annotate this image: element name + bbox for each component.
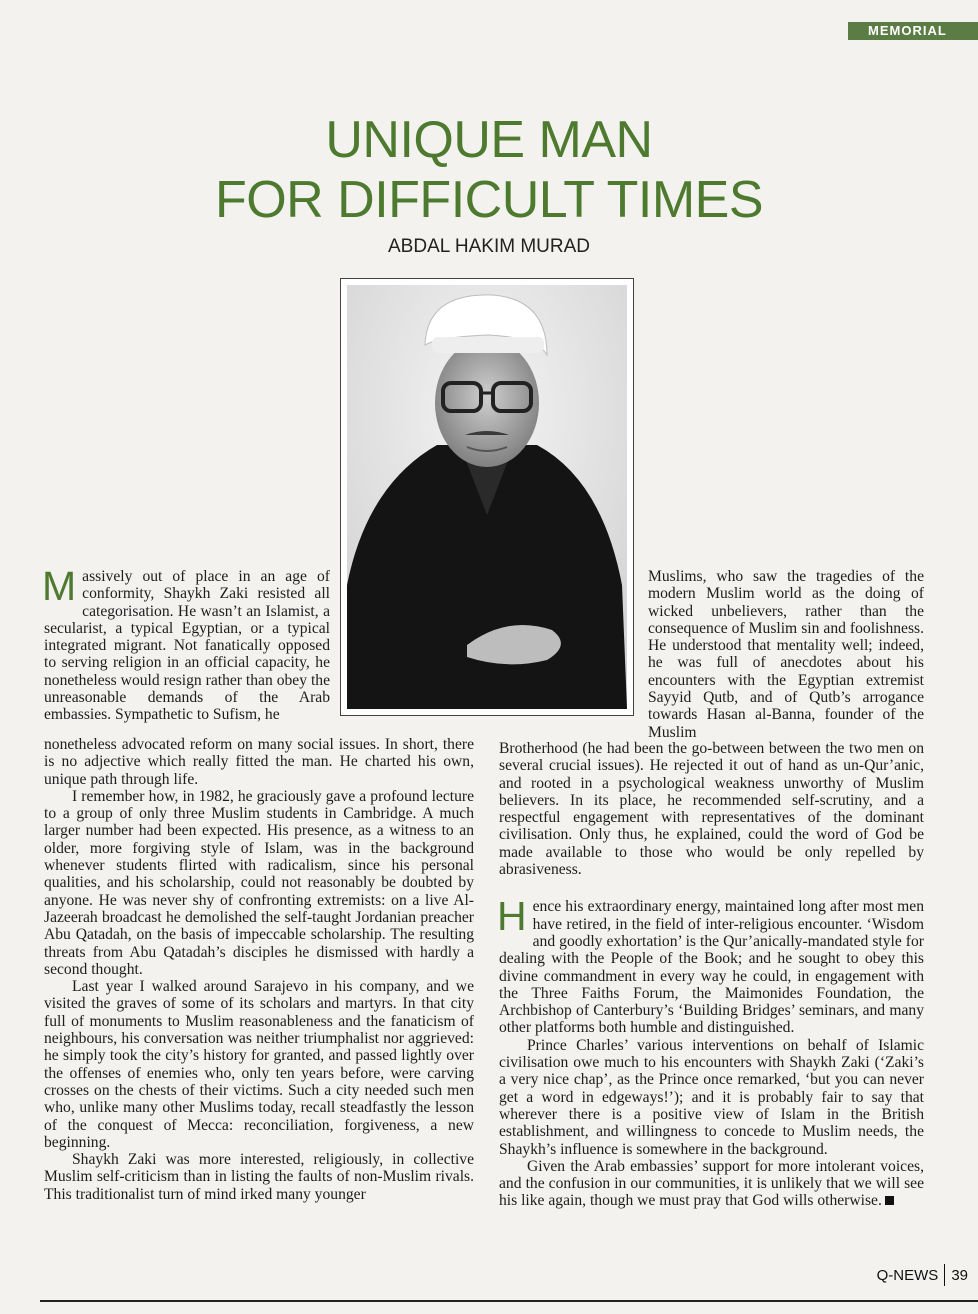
left-para-4: Shaykh Zaki was more interested, religiously, in collective Muslim self-criticism than in listing the faults of non-Muslim rivals. This traditionalist turn of mind irked many younger (44, 1151, 474, 1203)
right-para-3: Prince Charles’ various interventions on behalf of Islamic civilisation owe much to his encounters with Shaykh Zaki (‘Zaki’s a very nice chap’, as the Prince once remarked, ‘but you can never get a word in edgeways!’); and it is probably fair to say that wherever there is a positive view of Islam in the British establishment, and willingness to concede to Muslim needs, the Shaykh’s influence is somewhere in the background. (499, 1036, 924, 1158)
right-para-2: ence his extraordinary energy, maintained long after most men have retired, in the field of inter-religious encounter. ‘Wisdom and goodly exhortation’ is the Qur’anically-mandated style for dealing with the People of the Book; and he sought to obey this divine commandment in every way he could, in engagement with the Three Faiths Forum, the Maimonides Foundation, the Archbishop of Canterbury’s ‘Building Bridges’ seminars, and many other platforms both humble and distinguished. (499, 898, 924, 1037)
left-column (44, 736, 474, 1203)
section-tab: MEMORIAL (848, 22, 978, 40)
page-footer (877, 1264, 968, 1286)
portrait-image (347, 285, 627, 709)
intro-text: assively out of place in an age of conformity, Shaykh Zaki resisted all categorisation. He wasn’t an Islamist, a secularist, a typical Egyptian, or a typical integrated migrant. Not fanatically opposed to serving religion in an official capacity, he nonetheless would resign rather than obey the unreasonable demands of the Arab embassies. Sympathetic to Sufism, he (44, 568, 330, 724)
title-line-1: UNIQUE MAN (325, 111, 653, 169)
wrap-right-text: Muslims, who saw the tragedies of the modern Muslim world as the doing of wicked unbelievers, rather than the consequence of Muslim sin and foolishness. He understood that mentality well; indeed, he was full of anecdotes about his encounters with the Egyptian extremist Sayyid Qutb, and of Qutb’s arrogance towards Hasan al-Banna, founder of the Muslim (648, 568, 924, 741)
right-para-4 (499, 1158, 924, 1210)
left-para-2: I remember how, in 1982, he graciously gave a profound lecture to a group of only three Muslim students in Cambridge. A much larger number had been expected. His presence, as a witness to an older, more forgiving style of Islam, was in the background whenever students flirted with radicalism, since his personal qualities, and his scholarship, could not reasonably be doubted by anyone. He was never shy of confronting extremists: on a live Al-Jazeerah broadcast he demolished the self-taught Jordanian preacher Abu Qatadah, on the basis of impeccable scholarship. The resulting threats from Abu Qatadah’s disciples he dismissed with hardly a second thought. (44, 787, 474, 978)
page-number: 39 (951, 1266, 968, 1284)
right-para-4-text: Given the Arab embassies’ support for more intolerant voices, and the confusion in our communities, it is unlikely that we will see his like again, though we must pray that God wills otherwise. (499, 1157, 924, 1210)
intro-wrap-left (42, 563, 330, 724)
portrait-photo (340, 278, 634, 716)
right-column (499, 740, 924, 1210)
intro-wrap-right (648, 568, 924, 741)
title-line-2: FOR DIFFICULT TIMES (214, 171, 764, 229)
bottom-rule (40, 1300, 978, 1302)
dropcap-h: H (497, 893, 527, 940)
left-para-1: nonetheless advocated reform on many social issues. In short, there is no adjective which really fitted the man. He charted his own, unique path through life. (44, 736, 474, 788)
byline: ABDAL HAKIM MURAD (388, 236, 590, 257)
end-mark (885, 1196, 894, 1205)
dropcap-m: M (42, 563, 77, 609)
publication-name: Q-NEWS (876, 1266, 939, 1284)
article-title (0, 110, 978, 230)
footer-divider (944, 1264, 945, 1286)
right-para-1: Brotherhood (he had been the go-between between the two men on several crucial issues). He rejected it out of hand as un-Qur’anic, and rooted in a psychological weakness unworthy of Muslim believers. In its place, he recommended self-scrutiny, and a respectful engagement with representatives of the dominant civilisation. Only thus, he explained, could the word of God be made available to those who would be only repelled by abrasiveness. (499, 740, 924, 879)
left-para-3: Last year I walked around Sarajevo in his company, and we visited the graves of some of its scholars and martyrs. In that city full of monuments to Muslim reasonableness and the fanaticism of neighbours, his conversation was neither triumphalist nor aggrieved: he simply took the city’s history for granted, and passed lightly over the offenses of enemies who, only ten years before, were carving crosses on the chests of their victims. Such a city needed such men who, unlike many other Muslims today, recall steadfastly the lesson of the conquest of Mecca: reconciliation, forgiveness, a new beginning. (44, 978, 474, 1151)
